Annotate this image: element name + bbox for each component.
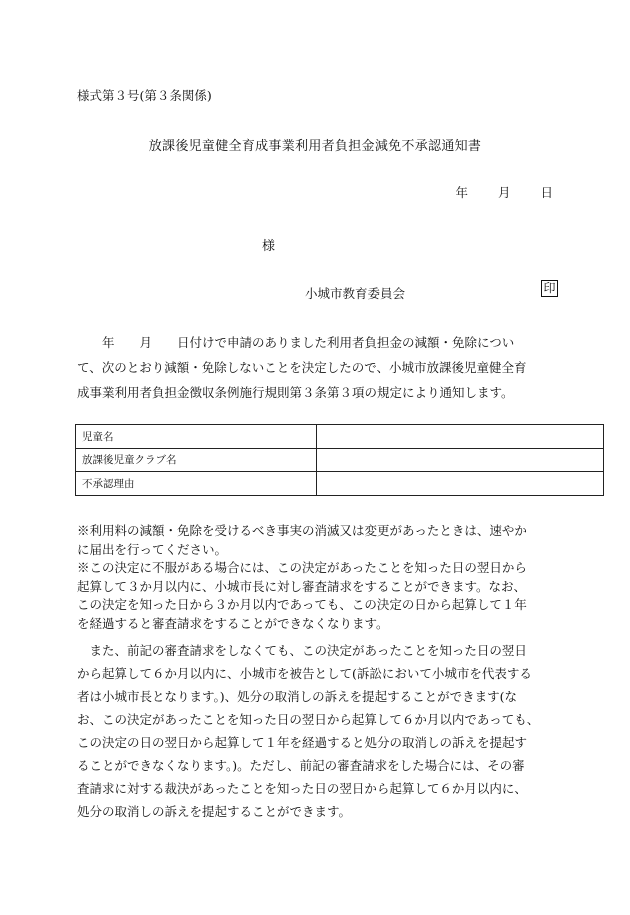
notes-section — [77, 522, 607, 633]
date-year: 年 — [455, 185, 468, 200]
table-row — [76, 448, 604, 472]
table-value-reason — [317, 472, 604, 496]
date-day: 日 — [540, 185, 553, 200]
body-line: て、次のとおり減額・免除しないことを決定したので、小城市放課後児童健全育 — [77, 360, 527, 375]
table-label-club-name: 放課後児童クラブ名 — [76, 448, 317, 472]
date-line — [455, 183, 553, 201]
notice-body — [77, 330, 557, 405]
note-line: ることができなくなります。)。ただし、前記の審査請求をした場合には、その審 — [77, 758, 525, 773]
date-month: 月 — [497, 185, 511, 200]
note-line: に届出を行ってください。 — [77, 541, 228, 557]
note-line: 査請求に対する裁決があったことを知った日の翌日から起算して６か月以内に、 — [77, 781, 527, 796]
note-line: この決定を知った日から３か月以内であっても、この決定の日から起算して１年 — [77, 597, 527, 612]
table-row — [76, 425, 604, 449]
note-line: 起算して３か月以内に、小城市長に対し審査請求をすることができます。なお、 — [77, 578, 527, 594]
body-line: 年 月 日付けで申請のありました利用者負担金の減額・免除につい — [77, 335, 515, 350]
note-line: また、前記の審査請求をしなくても、この決定があったことを知った日の翌日 — [77, 643, 527, 658]
note-line: から起算して６か月以内に、小城市を被告として(訴訟において小城市を代表する — [77, 666, 532, 681]
note-line: ※利用料の減額・免除を受けるべき事実の消滅又は変更があったときは、速やか — [77, 523, 527, 538]
seal-mark: 印 — [541, 280, 558, 297]
note-line: 者は小城市長となります。)、処分の取消しの訴えを提起することができます(な — [77, 689, 518, 704]
issuer-name: 小城市教育委員会 — [305, 286, 406, 301]
addressee-honorific: 様 — [262, 239, 276, 254]
note-line: を経過すると審査請求をすることができなくなります。 — [77, 615, 389, 631]
table-value-club-name — [317, 448, 604, 472]
notes-appeal-section — [77, 639, 607, 823]
note-line: ※この決定に不服がある場合には、この決定があったことを知った日の翌日から — [77, 560, 527, 575]
table-label-reason: 不承認理由 — [76, 472, 317, 496]
table-value-child-name — [317, 425, 604, 449]
note-line: この決定の日の翌日から起算して１年を経過すると処分の取消しの訴えを提起す — [77, 735, 528, 750]
note-line: 処分の取消しの訴えを提起することができます。 — [77, 804, 352, 819]
form-number: 様式第３号(第３条関係) — [77, 88, 212, 103]
note-line: お、この決定があったことを知った日の翌日から起算して６か月以内であっても、 — [77, 712, 540, 727]
body-line: 成事業利用者負担金徴収条例施行規則第３条第３項の規定により通知します。 — [77, 385, 514, 400]
info-table — [75, 424, 604, 496]
table-label-child-name: 児童名 — [76, 425, 317, 449]
document-title: 放課後児童健全育成事業利用者負担金減免不承認通知書 — [148, 139, 482, 154]
table-row — [76, 472, 604, 496]
